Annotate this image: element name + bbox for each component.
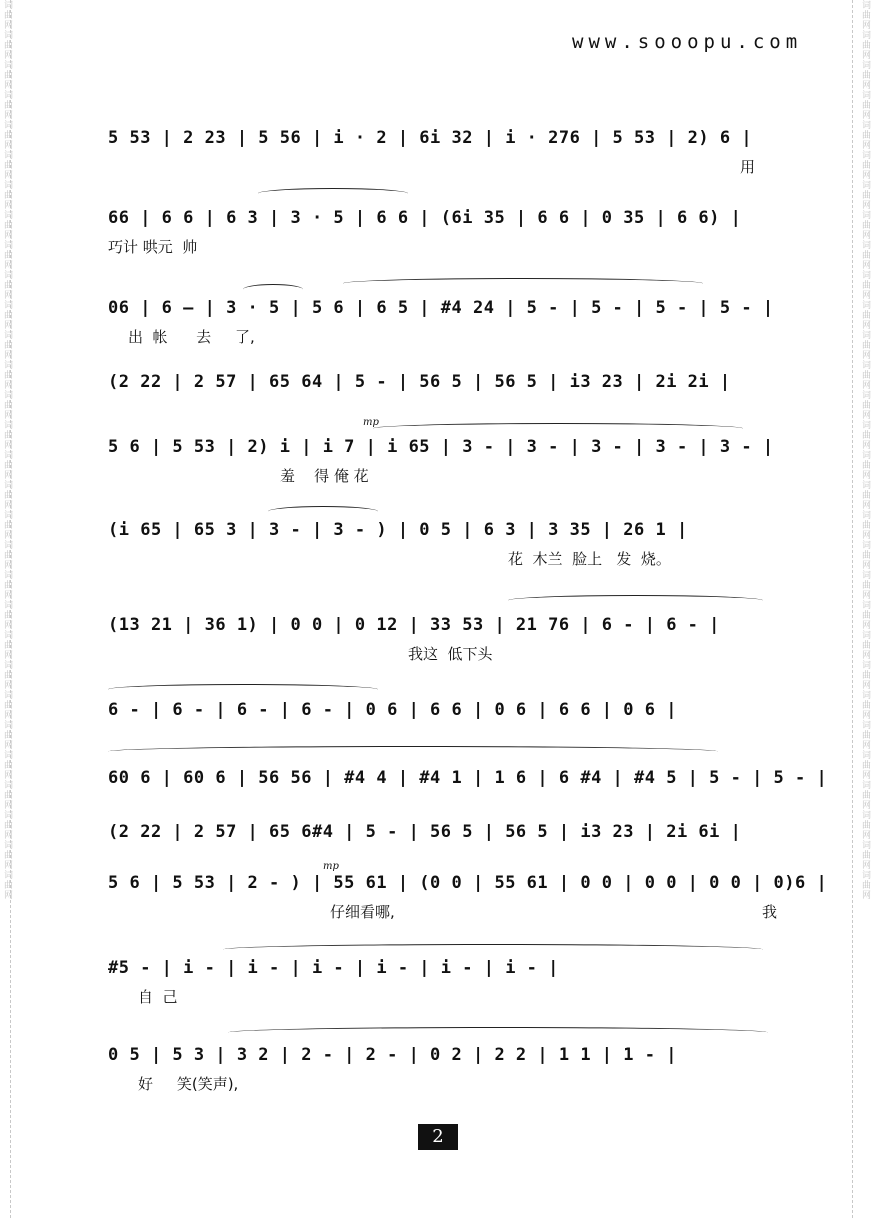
- slur: [373, 423, 743, 434]
- lyric-line: 自 己: [138, 988, 178, 1006]
- notation-line: (2 22 | 2 57 | 65 6#4 | 5 - | 56 5 | 56 5 | i3 23 | 2i 6i |: [108, 822, 742, 842]
- dynamic-mark: mp: [363, 417, 379, 428]
- lyric-line: 仔细看哪,: [330, 903, 395, 921]
- score-system: [108, 128, 788, 190]
- score-system: [108, 958, 788, 1020]
- slur: [108, 746, 718, 757]
- page-number: 2: [418, 1124, 458, 1150]
- lyric-line: 我这 低下头: [408, 645, 493, 663]
- score-system: [108, 417, 788, 499]
- notation-line: (i 65 | 65 3 | 3 - | 3 - ) | 0 5 | 6 3 | 3 35 | 26 1 |: [108, 520, 688, 540]
- slur: [223, 944, 763, 955]
- notation-line: #5 - | i - | i - | i - | i - | i - | i - |: [108, 958, 559, 978]
- lyric-line: 花 木兰 脸上 发 烧。: [508, 550, 671, 568]
- lyric-line: 出 帐 去 了,: [128, 328, 255, 346]
- lyric-line: 我: [762, 903, 778, 921]
- lyric-line: 用: [740, 158, 756, 176]
- slur: [258, 188, 408, 199]
- notation-line: (2 22 | 2 57 | 65 64 | 5 - | 56 5 | 56 5 | i3 23 | 2i 2i |: [108, 372, 731, 392]
- score-system: [108, 861, 828, 935]
- dynamic-mark: mp: [323, 861, 339, 872]
- notation-line: (13 21 | 36 1) | 0 0 | 0 12 | 33 53 | 21 76 | 6 - | 6 - |: [108, 615, 720, 635]
- slur: [108, 684, 378, 695]
- score-system: [108, 1045, 788, 1107]
- slur: [343, 278, 703, 289]
- slur: [228, 1027, 768, 1038]
- notation-line: 6 - | 6 - | 6 - | 6 - | 0 6 | 6 6 | 0 6 | 6 6 | 0 6 |: [108, 700, 677, 720]
- right-dashed-border: [852, 0, 853, 1218]
- notation-line: 5 53 | 2 23 | 5 56 | i · 2 | 6i 32 | i · 276 | 5 53 | 2) 6 |: [108, 128, 753, 148]
- notation-line: 06 | 6 — | 3 · 5 | 5 6 | 6 5 | #4 24 | 5 - | 5 - | 5 - | 5 - |: [108, 298, 774, 318]
- watermark-left: 词曲网词曲网词曲网词曲网词曲网词曲网词曲网词曲网词曲网词曲网词曲网词曲网词曲网词曲网词曲网词曲网词曲网词曲网词曲网词曲网词曲网词曲网词曲网词曲网词曲网词曲网词曲网词曲网词曲网词曲网: [2, 0, 12, 900]
- notation-line: 0 5 | 5 3 | 3 2 | 2 - | 2 - | 0 2 | 2 2 | 1 1 | 1 - |: [108, 1045, 677, 1065]
- score-system: [108, 298, 788, 360]
- lyric-line: 巧计 哄元 帅: [108, 238, 198, 256]
- watermark-right: 词曲网词曲网词曲网词曲网词曲网词曲网词曲网词曲网词曲网词曲网词曲网词曲网词曲网词曲网词曲网词曲网词曲网词曲网词曲网词曲网词曲网词曲网词曲网词曲网词曲网词曲网词曲网词曲网词曲网词曲网: [860, 0, 870, 900]
- slur: [508, 595, 763, 606]
- score-system: [108, 520, 788, 582]
- lyric-line: 羞 得 俺 花: [280, 467, 369, 485]
- site-url: www.sooopu.com: [572, 31, 803, 53]
- notation-line: 60 6 | 60 6 | 56 56 | #4 4 | #4 1 | 1 6 | 6 #4 | #4 5 | 5 - | 5 - |: [108, 768, 828, 788]
- notation-line: 5 6 | 5 53 | 2 - ) | 55 61 | (0 0 | 55 61 | 0 0 | 0 0 | 0 0 | 0)6 |: [108, 873, 828, 893]
- left-dashed-border: [10, 0, 11, 1218]
- slur: [243, 284, 303, 295]
- score-system: [108, 208, 788, 270]
- score-system: [108, 615, 788, 677]
- notation-line: 66 | 6 6 | 6 3 | 3 · 5 | 6 6 | (6i 35 | 6 6 | 0 35 | 6 6) |: [108, 208, 742, 228]
- slur: [268, 506, 378, 517]
- score-system: [108, 768, 828, 830]
- lyric-line: 好 笑(笑声),: [138, 1075, 239, 1093]
- notation-line: 5 6 | 5 53 | 2) i | i 7 | i 65 | 3 - | 3 - | 3 - | 3 - | 3 - |: [108, 437, 774, 457]
